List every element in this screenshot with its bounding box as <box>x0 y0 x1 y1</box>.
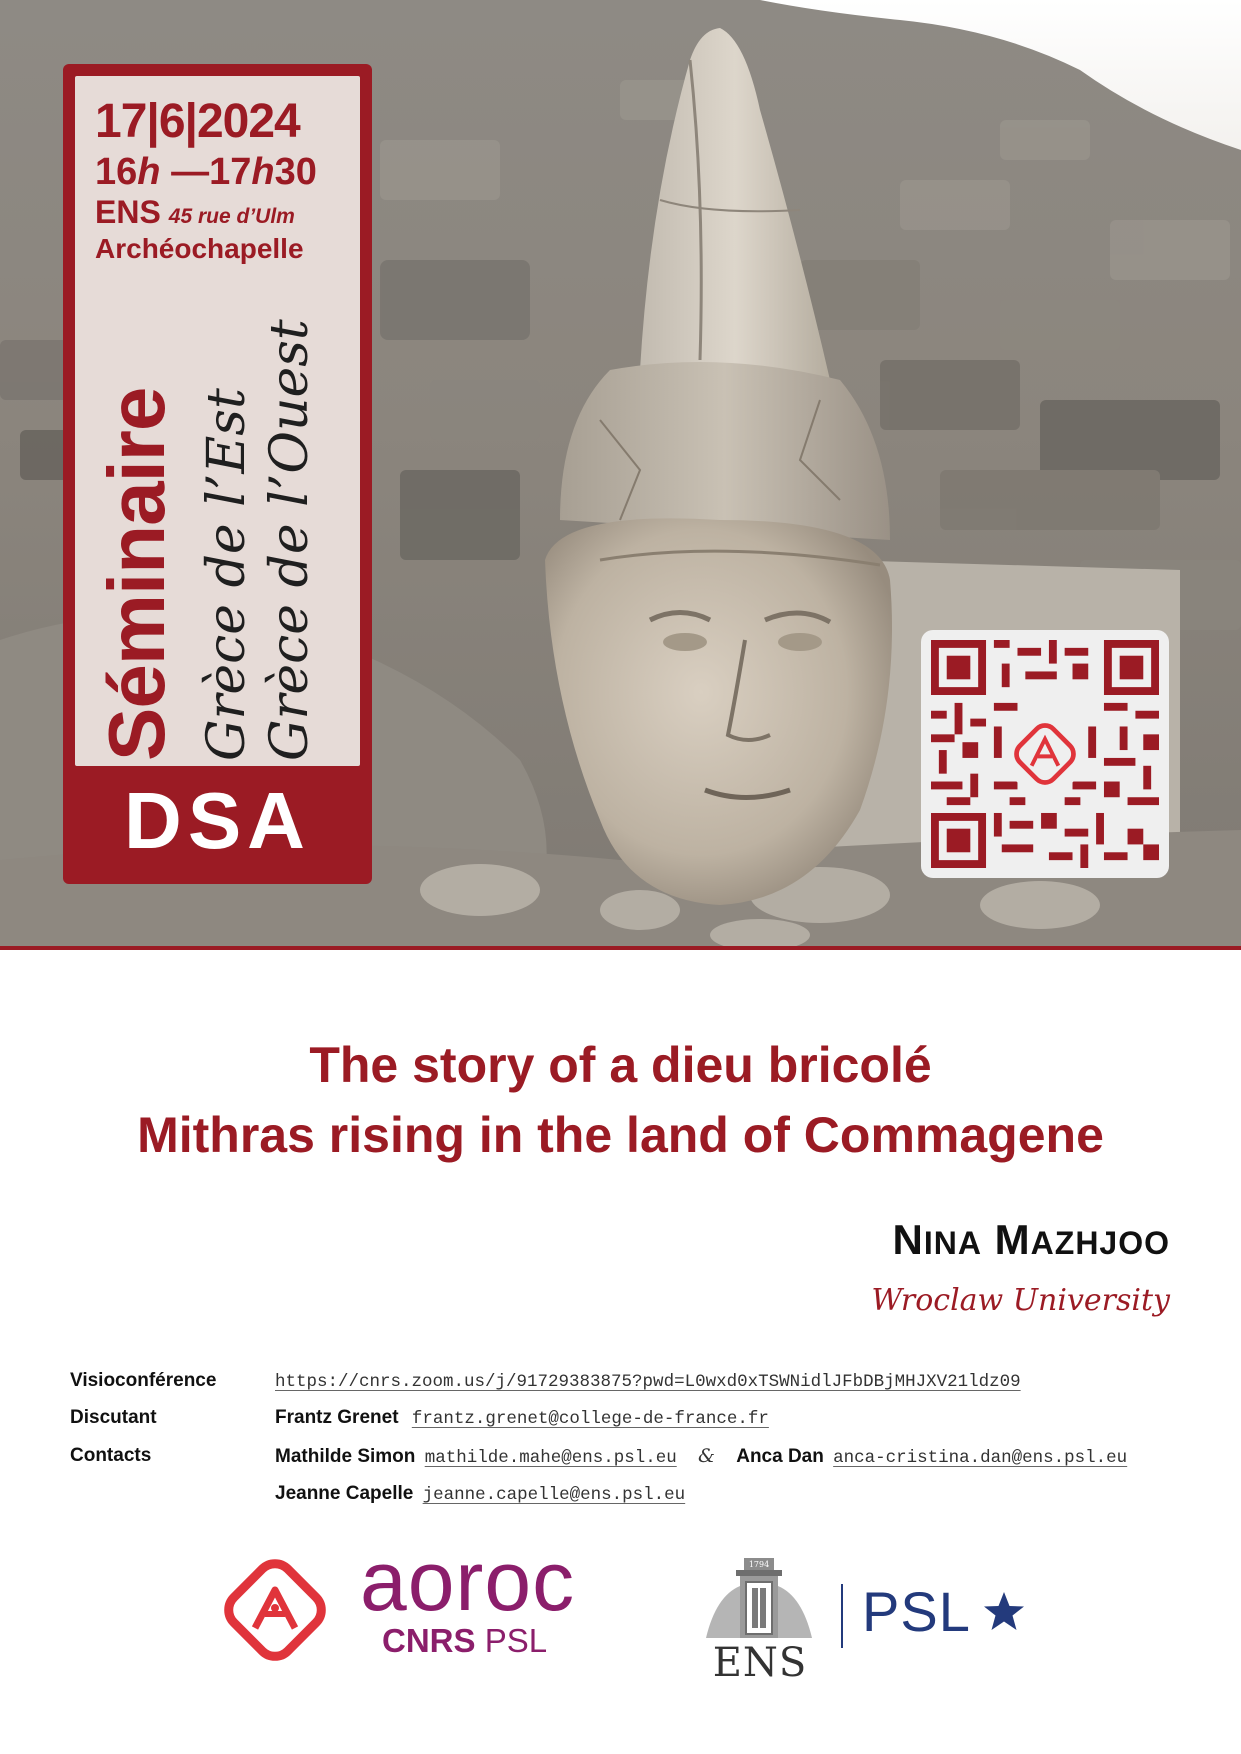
seminar-label: Séminaire <box>92 387 181 761</box>
event-info-panel <box>63 64 372 884</box>
contacts-label: Contacts <box>70 1445 152 1466</box>
aoroc-logo-icon <box>215 1550 335 1670</box>
aoroc-subline: CNRS PSL <box>382 1622 548 1659</box>
seminar-subtitle-west: Grèce de l’Ouest <box>260 319 320 761</box>
event-address: 45 rue d’Ulm <box>168 205 295 228</box>
visio-link[interactable]: https://cnrs.zoom.us/j/91729383875?pwd=L0wxd0xTSWNidlJFbDBjMHJXV21ldz09 <box>275 1372 1021 1392</box>
svg-text:1794: 1794 <box>748 1560 770 1569</box>
hero-bottom-rule <box>0 946 1241 950</box>
contact2-name: Anca Dan <box>736 1446 824 1467</box>
discutant-label: Discutant <box>70 1407 157 1428</box>
speaker-affiliation: Wroclaw University <box>871 1283 1170 1318</box>
ens-building-icon <box>706 1556 812 1642</box>
contact1-email-link[interactable]: mathilde.mahe@ens.psl.eu <box>424 1448 677 1468</box>
event-time: 16h —17h30 <box>95 151 317 193</box>
event-room: Archéochapelle <box>95 233 304 264</box>
qr-code[interactable] <box>921 630 1169 878</box>
contact1-name: Mathilde Simon <box>275 1446 416 1467</box>
talk-title-line2: Mithras rising in the land of Commagene <box>137 1107 1104 1163</box>
event-venue: ENS 45 rue d’Ulm <box>95 194 295 230</box>
discutant-email-link[interactable]: frantz.grenet@college-de-france.fr <box>411 1409 769 1429</box>
psl-wordmark: PSL <box>862 1580 971 1643</box>
qr-code-icon <box>931 640 1159 868</box>
org-label: DSA <box>124 776 311 865</box>
aoroc-wordmark: aoroc <box>360 1534 576 1628</box>
discutant-name: Frantz Grenet <box>275 1407 399 1428</box>
talk-title <box>0 1030 1241 1170</box>
contact3-email-link[interactable]: jeanne.capelle@ens.psl.eu <box>422 1485 686 1505</box>
talk-title-line1: The story of a dieu bricolé <box>309 1037 932 1093</box>
contact3-name: Jeanne Capelle <box>275 1483 414 1504</box>
speaker-name: NINA MAZHJOO <box>892 1216 1170 1263</box>
visio-label: Visioconférence <box>70 1370 217 1391</box>
event-info-inner <box>75 76 360 766</box>
event-date: 17|6|2024 <box>95 95 300 148</box>
star-icon <box>980 1588 1028 1636</box>
ens-wordmark: ENS <box>712 1640 808 1686</box>
seminar-subtitle-east: Grèce de l’Est <box>197 388 257 761</box>
ampersand: & <box>698 1445 715 1467</box>
logo-separator <box>841 1584 843 1648</box>
contact2-email-link[interactable]: anca-cristina.dan@ens.psl.eu <box>833 1448 1128 1468</box>
